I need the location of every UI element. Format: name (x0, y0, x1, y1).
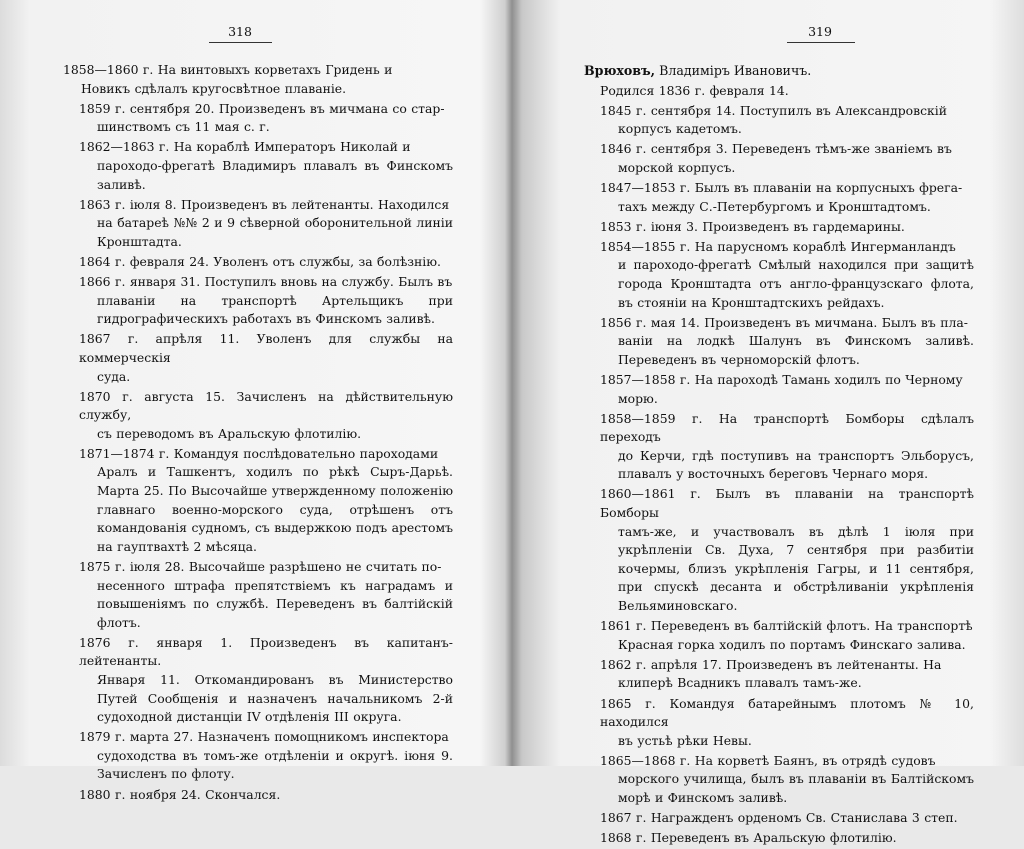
entry: 1867 г. Награжденъ орденомъ Св. Станислава 3 степ. (600, 810, 958, 826)
entry: 1847—1853 г. Былъ въ плаваніи на корпусныхъ фрега- тахъ между С.-Петербургомъ и Кронштадтомъ. (600, 179, 963, 214)
birth-line: Родился 1836 г. февраля 14. (600, 82, 789, 98)
entry: 1861 г. Переведенъ въ балтійскій флотъ. На транспортѣ Красная горка ходилъ по портамъ Финскаго залива. (600, 618, 973, 652)
entry: 1871—1874 г. Командуя послѣдовательно пароходами Аралъ и Ташкентъ, ходилъ по рѣкѣ Сыръ-Дарьѣ. Марта 25. По Высочайше утвержденному положенію главнаго военно-морского суда, отрѣшенъ отъ командованія судномъ, съ выдержкою подъ арестомъ на гауптвахтѣ 2 мѣсяца. (79, 445, 453, 554)
entry: 1879 г. марта 27. Назначенъ помощникомъ инспектора судоходства въ томъ-же отдѣленіи и округѣ. іюня 9. Зачисленъ по флоту. (79, 729, 453, 782)
person-heading (584, 61, 974, 80)
entry: 1865—1868 г. На корветѣ Баянъ, въ отрядѣ судовъ морского училища, былъ въ плаваніи въ Балтійскомъ морѣ и Финскомъ заливѣ. (600, 752, 974, 805)
entry: 1876 г. января 1. Произведенъ въ капитанъ-лейтенанты. Января 11. Откомандированъ въ Министерство Путей Сообщенія и назначенъ начальникомъ 2-й судоходной дистанціи IV отдѣленія III округа. (79, 634, 453, 725)
entry: 1860—1861 г. Былъ въ плаваніи на транспортѣ Бомборы тамъ-же, и участвовалъ въ дѣлѣ 1 іюля при укрѣпленіи Св. Духа, 7 сентября при разбитіи кочермы, близъ укрѣпленія Гагры, и 11 сентября, при спускѣ десанта и обстрѣливаніи укрѣпленія Вельяминовскаго. (600, 486, 974, 614)
entry: 1875 г. іюля 28. Высочайше разрѣшено не считать по- несенного штрафа препятствіемъ къ наградамъ и повышеніямъ по службѣ. Переведенъ въ балтійскій флотъ. (79, 558, 453, 630)
entry: 1845 г. сентября 14. Поступилъ въ Александровскій корпусъ кадетомъ. (600, 102, 948, 137)
page-number: 319 (808, 24, 832, 39)
entry: 1880 г. ноября 24. Скончался. (79, 786, 281, 802)
entry: 1868 г. Переведенъ въ Аральскую флотилію. (600, 830, 897, 846)
entry: 1867 г. апрѣля 11. Уволенъ для службы на коммерческія суда. (79, 331, 453, 384)
given-names: Владиміръ Ивановичъ. (659, 63, 812, 78)
entry: 1866 г. января 31. Поступилъ вновь на службу. Былъ въ плаваніи на транспортѣ Артельщикъ при гидрографическихъ работахъ въ Финскомъ заливѣ. (79, 274, 453, 327)
entry: 1863 г. іюля 8. Произведенъ въ лейтенанты. Находился на батареѣ №№ 2 и 9 сѣверной оборонительной линіи Кронштадта. (79, 196, 453, 249)
entry: 1862 г. апрѣля 17. Произведенъ въ лейтенанты. На клиперѣ Всадникъ плавалъ тамъ-же. (600, 656, 942, 691)
right-page (512, 0, 1024, 846)
left-page (0, 0, 508, 802)
entry: 1858—1859 г. На транспортѣ Бомборы сдѣлалъ переходъ до Керчи, гдѣ поступивъ на транспортъ Эльборусъ, плавалъ у восточныхъ береговъ Чернаго моря. (600, 410, 974, 482)
entry: 1862—1863 г. На кораблѣ Императоръ Николай и пароходо-фрегатѣ Владимиръ плавалъ въ Финскомъ заливѣ. (79, 139, 453, 192)
page-number: 318 (228, 24, 252, 39)
entry: 1870 г. августа 15. Зачисленъ на дѣйствительную службу, съ переводомъ въ Аральскую флотилію. (79, 388, 453, 441)
left-page-text (63, 61, 453, 806)
surname: Врюховъ, (584, 63, 656, 78)
entry: 1856 г. мая 14. Произведенъ въ мичмана. Былъ въ пла- ваніи на лодкѣ Шалунъ въ Финскомъ заливѣ. Переведенъ въ черноморскій флотъ. (600, 314, 974, 367)
header-rule (787, 42, 855, 43)
entry: 1865 г. Командуя батарейнымъ плотомъ № 10, находился въ устьѣ рѣки Невы. (600, 695, 974, 748)
entry: 1854—1855 г. На парусномъ кораблѣ Ингерманландъ и пароходо-фрегатѣ Смѣлый находился при защитѣ города Кронштадта отъ англо-французскаго флота, въ стояніи на Кронштадтскихъ рейдахъ. (600, 238, 974, 310)
entry: 1846 г. сентября 3. Переведенъ тѣмъ-же званіемъ въ морской корпусъ. (600, 141, 952, 175)
right-page-text (584, 61, 974, 849)
entry: 1853 г. іюня 3. Произведенъ въ гардемарины. (600, 218, 905, 234)
header-rule (209, 42, 272, 43)
entry: 1857—1858 г. На пароходѣ Тамань ходилъ по Черному морю. (600, 371, 963, 406)
entry: 1859 г. сентября 20. Произведенъ въ мичмана со стар- шинствомъ съ 11 мая с. г. (79, 100, 445, 135)
entry: 1864 г. февраля 24. Уволенъ отъ службы, за болѣзнію. (79, 253, 441, 269)
entry: 1858—1860 г. На винтовыхъ корветахъ Гридень и Новикъ сдѣлалъ кругосвѣтное плаваніе. (63, 62, 393, 96)
